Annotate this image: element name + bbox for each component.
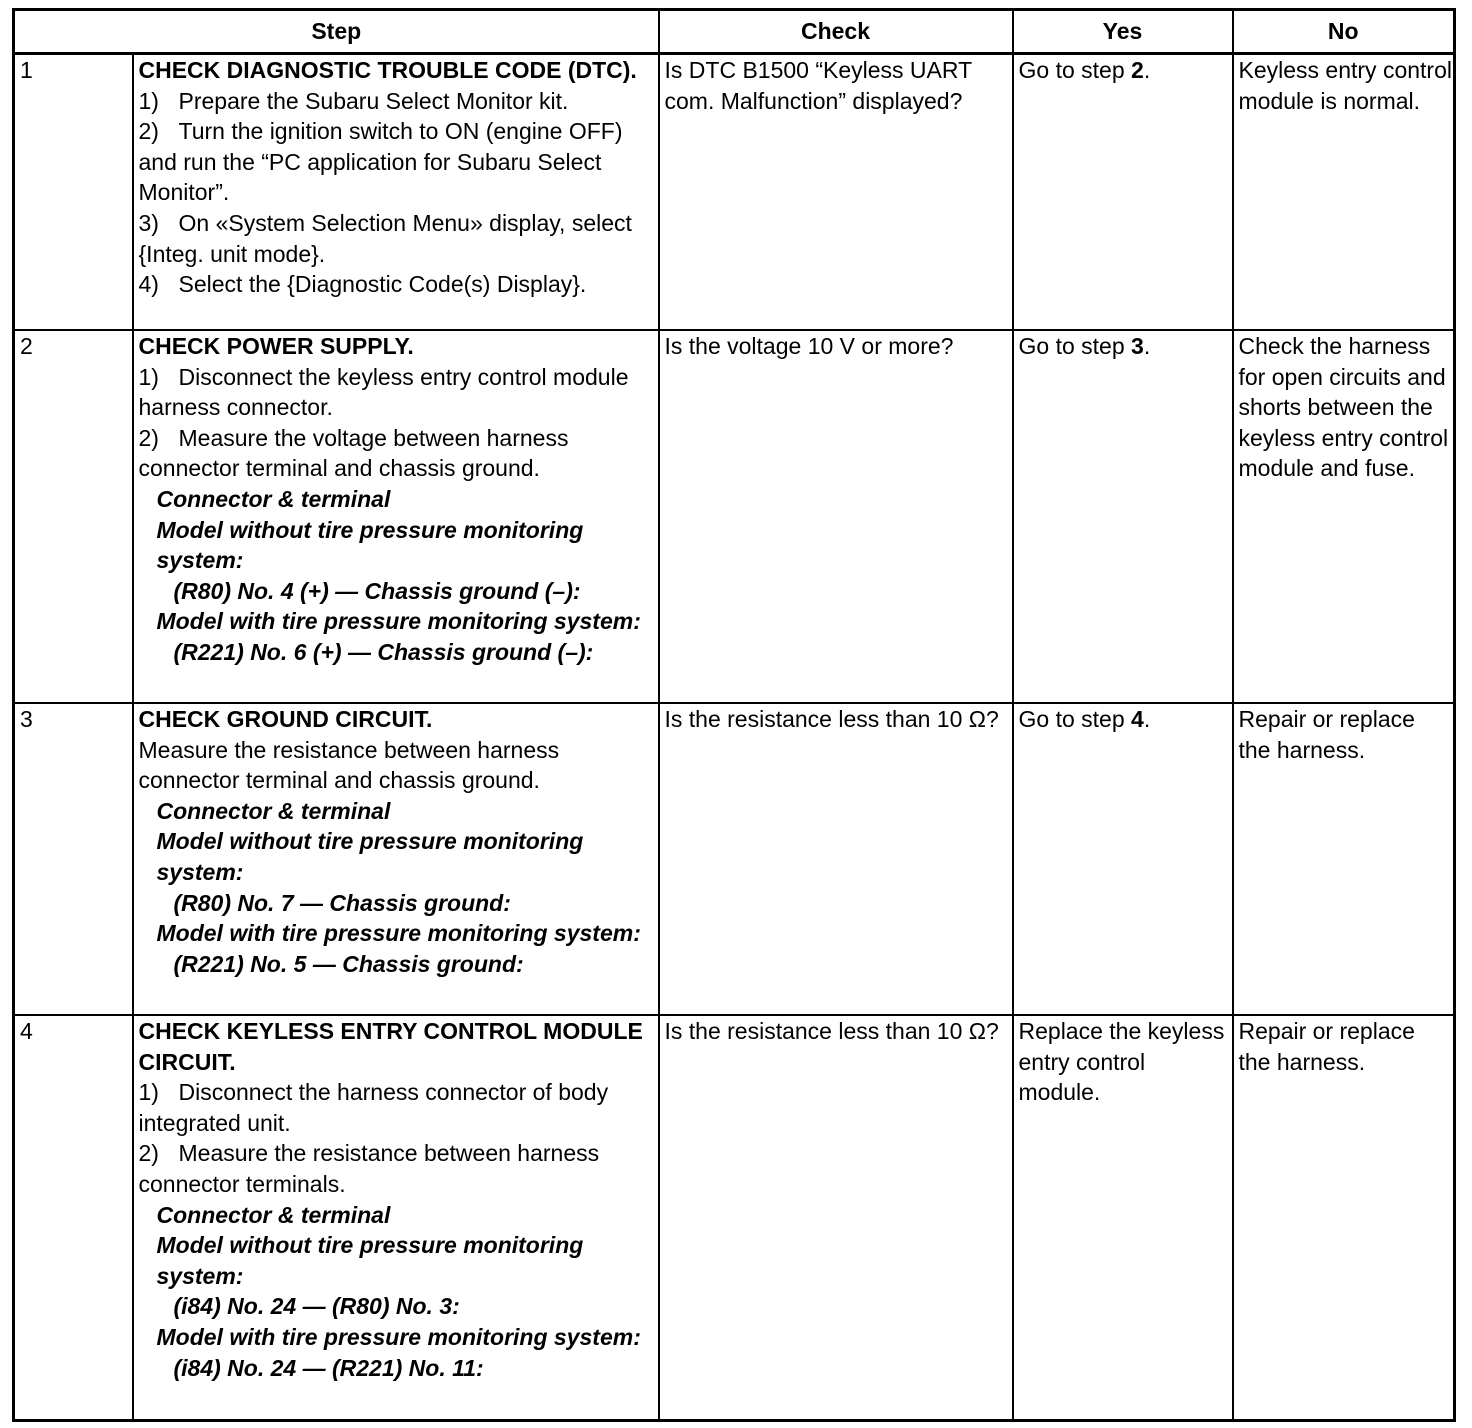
connector-heading: Connector & terminal <box>156 485 391 512</box>
check-cell: Is the resistance less than 10 Ω? <box>659 1015 1013 1421</box>
step-title: CHECK POWER SUPPLY. <box>138 333 414 359</box>
yes-cell: Go to step 4. <box>1013 703 1233 1015</box>
step-description <box>133 703 659 1015</box>
step-title: CHECK DIAGNOSTIC TROUBLE CODE (DTC). <box>138 57 637 83</box>
step-number: 2 <box>14 330 133 703</box>
step-instruction: 2) Turn the ignition switch to ON (engine OFF) and run the “PC application for Subaru Select Monitor”. <box>138 118 623 206</box>
terminal-spec-without-tpms: (R80) No. 4 (+) — Chassis ground (–): <box>173 577 581 604</box>
no-cell: Keyless entry control module is normal. <box>1233 54 1455 331</box>
header-no: No <box>1233 10 1455 54</box>
step-description <box>133 54 659 331</box>
step-instruction: 1) Prepare the Subaru Select Monitor kit. <box>138 87 569 114</box>
header-yes: Yes <box>1013 10 1233 54</box>
no-cell: Repair or replace the harness. <box>1233 1015 1455 1421</box>
connector-terminal-spec <box>139 1200 658 1384</box>
step-instruction: Measure the resistance between harness connector terminal and chassis ground. <box>138 736 560 794</box>
no-cell: Check the harness for open circuits and shorts between the keyless entry control module and fuse. <box>1233 330 1455 703</box>
step-instruction: 4) Select the {Diagnostic Code(s) Display}. <box>138 271 587 298</box>
step-title: CHECK KEYLESS ENTRY CONTROL MODULE CIRCUIT. <box>138 1018 643 1075</box>
table-row <box>14 703 1455 1015</box>
yes-cell: Go to step 2. <box>1013 54 1233 331</box>
connector-terminal-spec <box>139 796 658 980</box>
step-description <box>133 1015 659 1421</box>
table-row <box>14 1015 1455 1421</box>
step-instruction: 2) Measure the resistance between harness connector terminals. <box>138 1140 600 1197</box>
model-with-tpms-label: Model with tire pressure monitoring system: <box>156 1323 641 1350</box>
terminal-spec-without-tpms: (R80) No. 7 — Chassis ground: <box>173 889 511 916</box>
yes-step-number: 4 <box>1131 706 1144 732</box>
table-row <box>14 54 1455 331</box>
step-instruction: 2) Measure the voltage between harness connector terminal and chassis ground. <box>138 424 569 482</box>
connector-terminal-spec <box>139 484 658 668</box>
model-with-tpms-label: Model with tire pressure monitoring system: <box>156 920 641 947</box>
connector-heading: Connector & terminal <box>156 1201 391 1228</box>
step-number: 3 <box>14 703 133 1015</box>
yes-step-number: 2 <box>1131 57 1144 83</box>
model-without-tpms-label: Model without tire pressure monitoring system: <box>156 1232 584 1289</box>
yes-cell: Replace the keyless entry control module. <box>1013 1015 1233 1421</box>
yes-cell: Go to step 3. <box>1013 330 1233 703</box>
no-cell: Repair or replace the harness. <box>1233 703 1455 1015</box>
model-with-tpms-label: Model with tire pressure monitoring system: <box>156 608 641 635</box>
header-step: Step <box>14 10 659 54</box>
yes-step-number: 3 <box>1131 333 1144 359</box>
header-row <box>14 10 1455 54</box>
step-instruction: 1) Disconnect the harness connector of body integrated unit. <box>138 1079 609 1136</box>
model-without-tpms-label: Model without tire pressure monitoring system: <box>156 516 584 574</box>
check-cell: Is the voltage 10 V or more? <box>659 330 1013 703</box>
check-cell: Is the resistance less than 10 Ω? <box>659 703 1013 1015</box>
model-without-tpms-label: Model without tire pressure monitoring system: <box>156 828 584 885</box>
terminal-spec-with-tpms: (R221) No. 5 — Chassis ground: <box>173 950 524 977</box>
step-instruction: 1) Disconnect the keyless entry control module harness connector. <box>138 363 629 421</box>
terminal-spec-with-tpms: (R221) No. 6 (+) — Chassis ground (–): <box>173 638 594 665</box>
check-cell: Is DTC B1500 “Keyless UART com. Malfunction” displayed? <box>659 54 1013 331</box>
step-number: 4 <box>14 1015 133 1421</box>
header-check: Check <box>659 10 1013 54</box>
table-row <box>14 330 1455 703</box>
step-instruction: 3) On «System Selection Menu» display, select {Integ. unit mode}. <box>138 209 632 267</box>
diagnostic-procedure-table <box>12 8 1456 1422</box>
terminal-spec-with-tpms: (i84) No. 24 — (R221) No. 11: <box>173 1354 484 1381</box>
step-number: 1 <box>14 54 133 331</box>
step-title: CHECK GROUND CIRCUIT. <box>138 706 433 732</box>
connector-heading: Connector & terminal <box>156 797 391 824</box>
terminal-spec-without-tpms: (i84) No. 24 — (R80) No. 3: <box>173 1293 460 1320</box>
step-description <box>133 330 659 703</box>
